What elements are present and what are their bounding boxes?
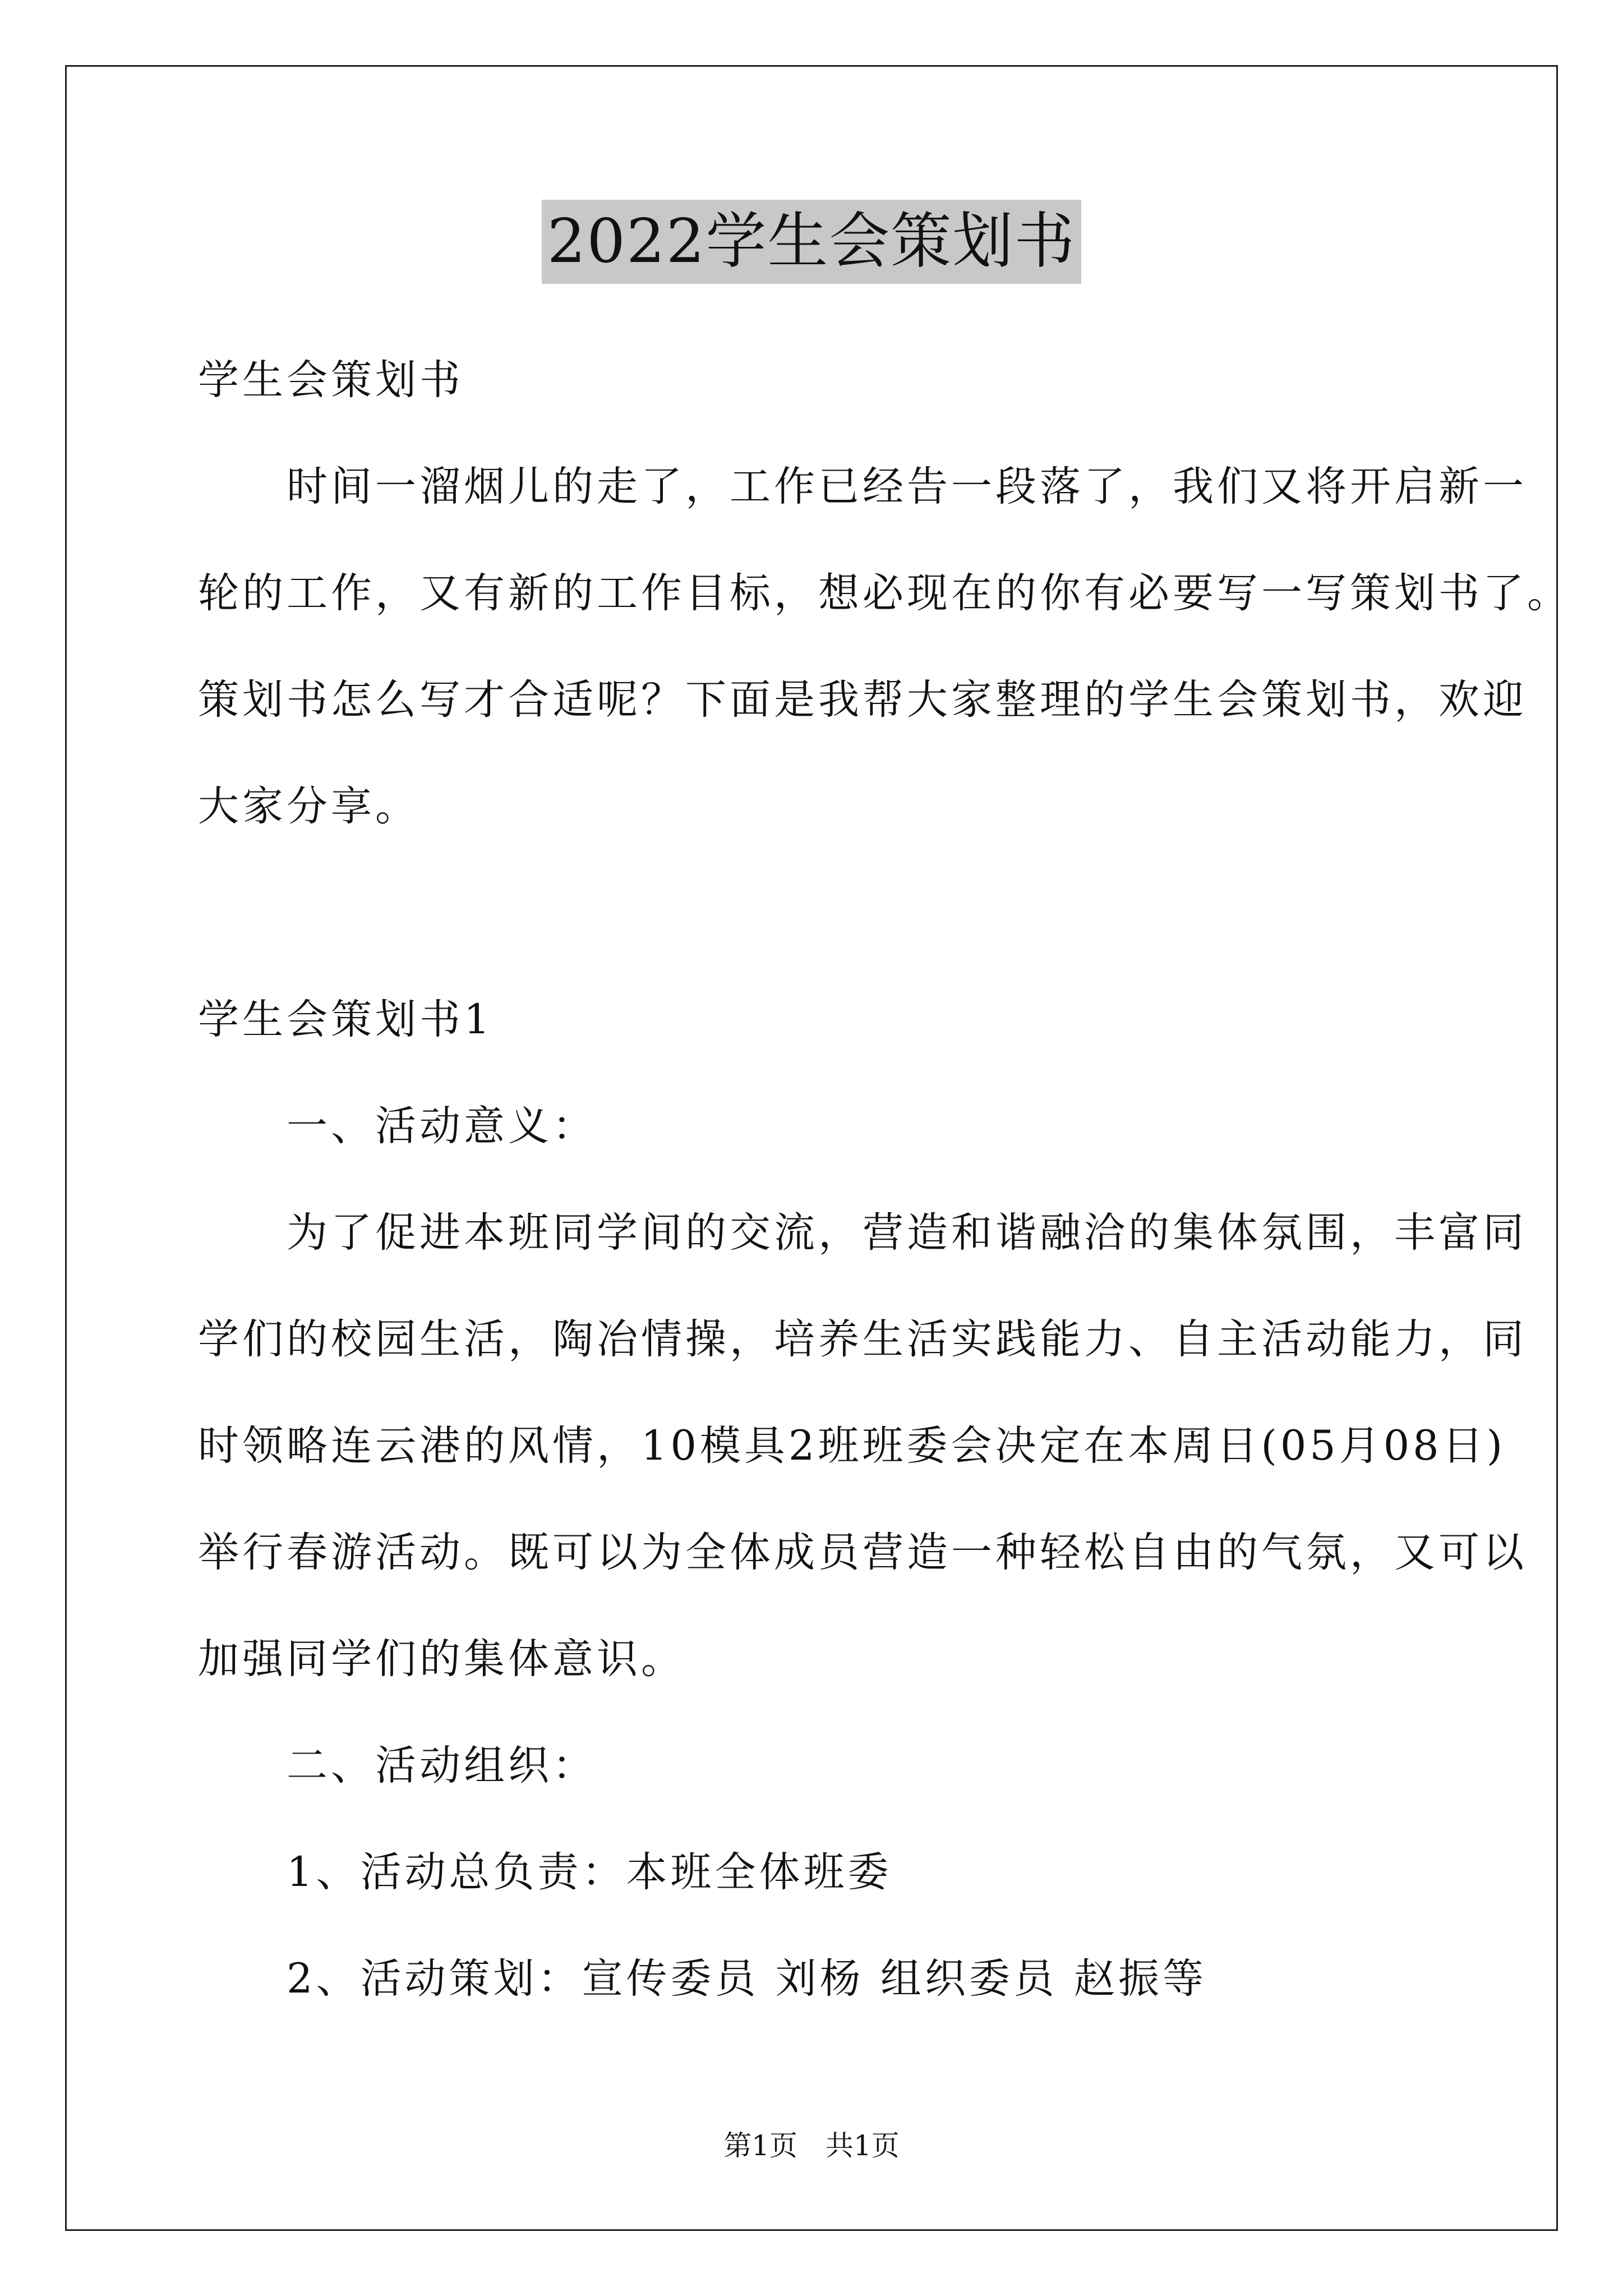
- section-heading: 学生会策划书1: [198, 996, 494, 1043]
- list-item: 1、活动总负责：本班全体班委: [198, 1848, 892, 1896]
- section-subheading: 二、活动组织：: [198, 1742, 597, 1789]
- subtitle: 学生会策划书: [198, 356, 464, 404]
- paragraph-line: 策划书怎么写才合适呢？下面是我帮大家整理的学生会策划书，欢迎: [198, 676, 1527, 724]
- paragraph-line: 举行春游活动。既可以为全体成员营造一种轻松自由的气氛，又可以: [198, 1529, 1527, 1576]
- paragraph-line: 大家分享。: [198, 783, 419, 830]
- list-item: 2、活动策划：宣传委员 刘杨 组织委员 赵振等: [198, 1955, 1207, 2003]
- paragraph-line: 加强同学们的集体意识。: [198, 1635, 685, 1683]
- paragraph-line: 轮的工作，又有新的工作目标，想必现在的你有必要写一写策划书了。: [198, 569, 1571, 617]
- section-subheading: 一、活动意义：: [198, 1102, 597, 1150]
- title-container: [0, 200, 1623, 284]
- document-title: 2022学生会策划书: [542, 200, 1082, 284]
- page-footer: 第1页 共1页: [723, 2129, 900, 2162]
- paragraph-line: 时间一溜烟儿的走了，工作已经告一段落了，我们又将开启新一: [198, 463, 1527, 510]
- paragraph-line: 为了促进本班同学间的交流，营造和谐融洽的集体氛围，丰富同: [198, 1209, 1527, 1257]
- paragraph-line: 学们的校园生活，陶冶情操，培养生活实践能力、自主活动能力，同: [198, 1315, 1527, 1363]
- paragraph-line: 时领略连云港的风情，10模具2班班委会决定在本周日(05月08日): [198, 1422, 1506, 1470]
